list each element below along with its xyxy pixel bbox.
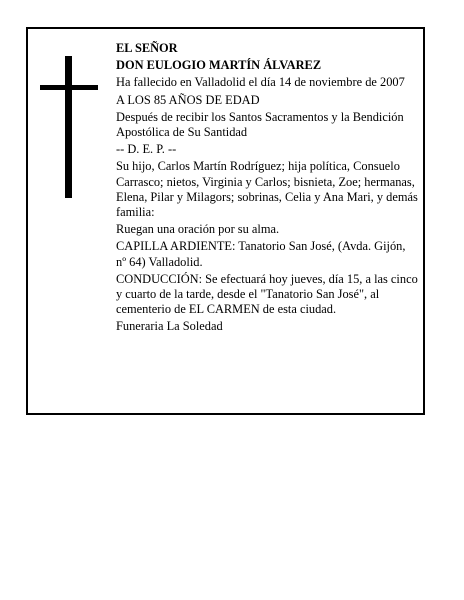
obituary-text <box>116 41 418 337</box>
latin-cross-icon <box>40 56 98 198</box>
deceased-name: DON EULOGIO MARTÍN ÁLVAREZ <box>116 58 322 73</box>
funeral-home-line: Funeraria La Soledad <box>116 319 223 334</box>
family-line: Su hijo, Carlos Martín Rodríguez; hija política, Consuelo Carrasco; nietos, Virginia y Carlos; bisnieta, Zoe; hermanas, Elena, Pilar y Milagors; sobrinas, Celia y Ana Mari, y demás familia: <box>116 159 418 220</box>
obituary-notice <box>26 27 425 415</box>
cross-horizontal-bar <box>40 85 98 90</box>
sacraments-line: Después de recibir los Santos Sacramentos y la Bendición Apostólica de Su Santidad <box>116 109 404 140</box>
procession-line: CONDUCCIÓN: Se efectuará hoy jueves, día 15, a las cinco y cuarto de la tarde, desde el "Tanatorio San José", al cementerio de EL CARMEN de esta ciudad. <box>116 271 418 317</box>
prayer-line: Ruegan una oración por su alma. <box>116 222 280 237</box>
notice-title: EL SEÑOR <box>116 41 178 55</box>
age-line: A LOS 85 AÑOS DE EDAD <box>116 92 260 107</box>
rip-line: -- D. E. P. -- <box>116 142 177 157</box>
cross-vertical-bar <box>65 56 72 198</box>
death-line: Ha fallecido en Valladolid el día 14 de noviembre de 2007 <box>116 75 405 90</box>
chapel-line: CAPILLA ARDIENTE: Tanatorio San José, (Avda. Gijón, nº 64) Valladolid. <box>116 239 406 269</box>
